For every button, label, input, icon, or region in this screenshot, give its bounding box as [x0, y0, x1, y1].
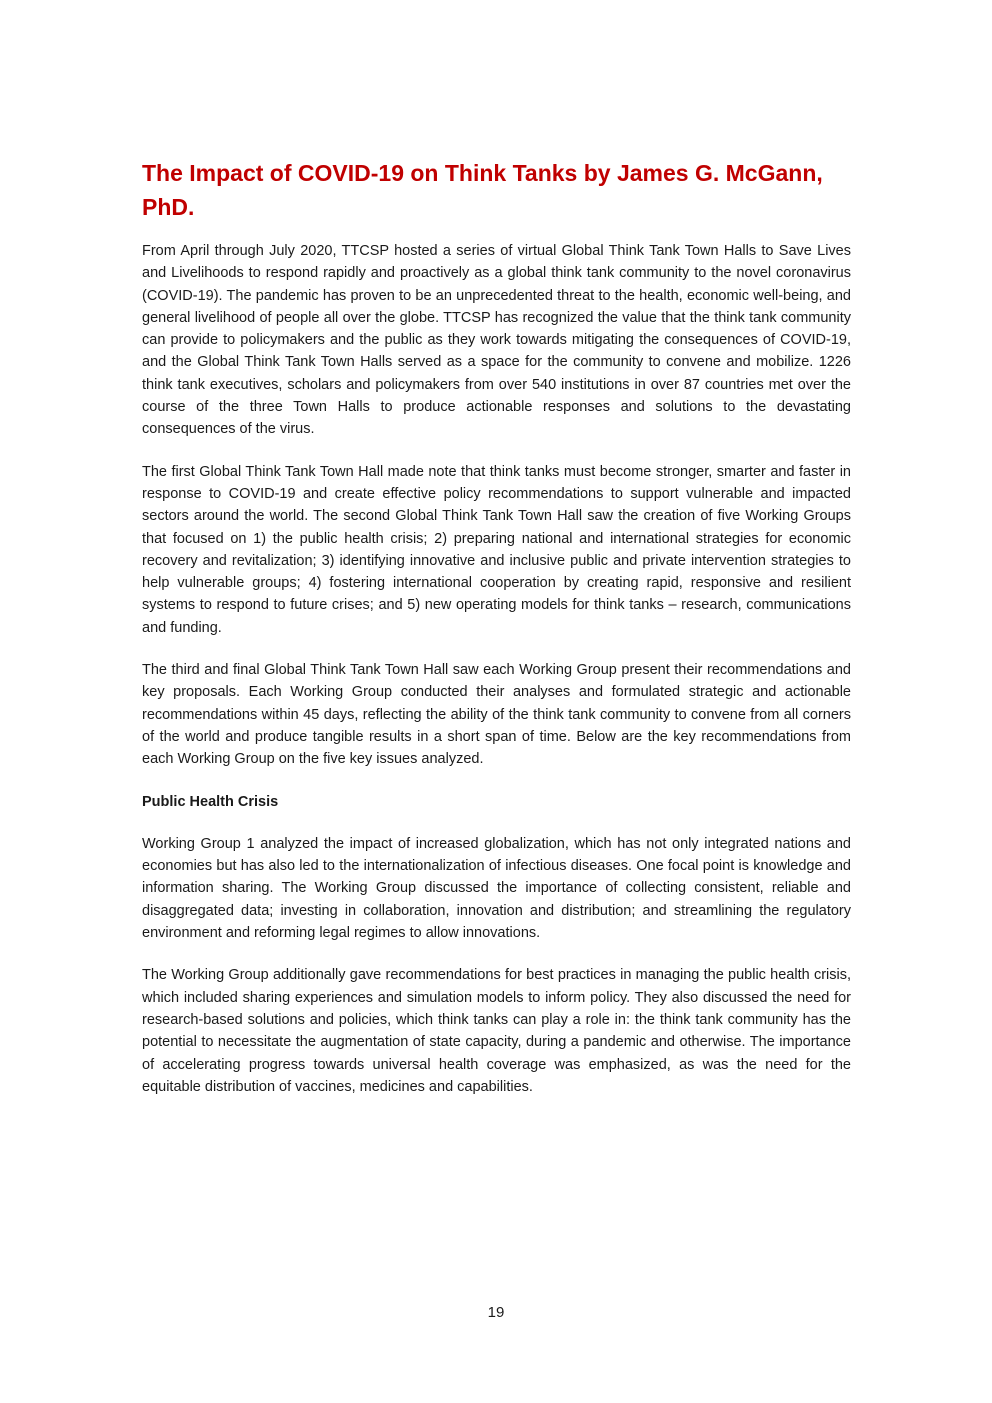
page-title: The Impact of COVID-19 on Think Tanks by James G. McGann, PhD.: [142, 160, 823, 220]
page-number: 19: [487, 1304, 505, 1321]
section-paragraph-1: Working Group 1 analyzed the impact of increased globalization, which has not only integrated nations and economies but has also led to the internationalization of infectious diseases. One focal point is knowledge and information sharing. The Working Group discussed the importance of collecting consistent, reliable and disaggregated data; investing in collaboration, innovation and distribution; and streamlining the regulatory environment and reforming legal regimes to allow innovations.: [142, 835, 851, 942]
section-paragraph-2: The Working Group additionally gave recommendations for best practices in managing the public health crisis, which included sharing experiences and simulation models to inform policy. They also discussed the need for research-based solutions and policies, which think tanks can play a role in: the think tank community has the potential to necessitate the augmentation of state capacity, during a pandemic and otherwise. The importance of accelerating progress towards universal health coverage was emphasized, as was the need for the equitable distribution of vaccines, medicines and capabilities.: [142, 967, 851, 1095]
section-heading: Public Health Crisis: [142, 793, 279, 810]
intro-paragraph-3: The third and final Global Think Tank Town Hall saw each Working Group present their recommendations and key proposals. Each Working Group conducted their analyses and formulated strategic and actionable recommendations within 45 days, reflecting the ability of the think tank community to convene from all corners of the world and produce tangible results in a short span of time. Below are the key recommendations from each Working Group on the five key issues analyzed.: [142, 662, 851, 768]
intro-paragraph-1: From April through July 2020, TTCSP hosted a series of virtual Global Think Tank Town Halls to Save Lives and Livelihoods to respond rapidly and proactively as a global think tank community to the novel coronavirus (COVID-19). The pandemic has proven to be an unprecedented threat to the health, economic well-being, and general livelihood of people all over the globe. TTCSP has recognized the value that the think tank community can provide to policymakers and the public as they work towards mitigating the consequences of COVID-19, and the Global Think Tank Town Halls served as a space for the community to convene and mobilize. 1226 think tank executives, scholars and policymakers from over 540 institutions in over 87 countries met over the course of the three Town Halls to produce actionable responses and solutions to the devastating consequences of the virus.: [142, 243, 851, 438]
page-content: [142, 156, 851, 1098]
intro-paragraph-2: The first Global Think Tank Town Hall made note that think tanks must become stronger, smarter and faster in response to COVID-19 and create effective policy recommendations to support vulnerable and impacted sectors around the world. The second Global Think Tank Town Hall saw the creation of five Working Groups that focused on 1) the public health crisis; 2) preparing national and international strategies for economic recovery and revitalization; 3) identifying innovative and inclusive public and private intervention strategies to help vulnerable groups; 4) fostering international cooperation by creating rapid, responsive and resilient systems to respond to future crises; and 5) new operating models for think tanks – research, communications and funding.: [142, 463, 851, 636]
